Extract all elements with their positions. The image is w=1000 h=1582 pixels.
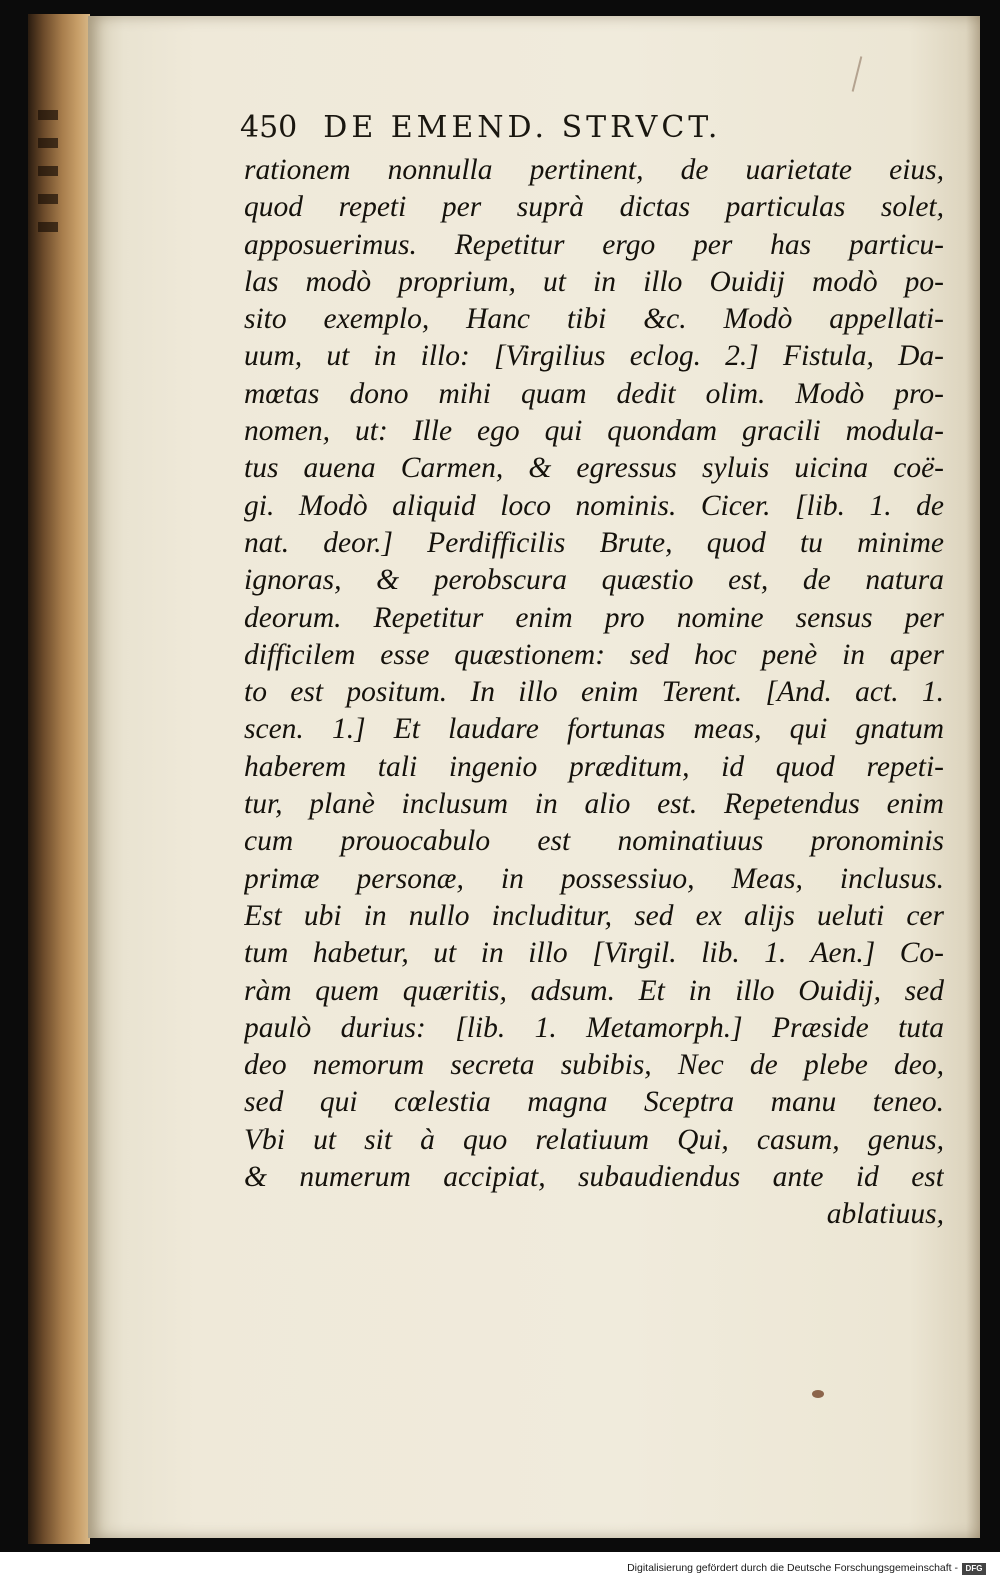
running-header — [240, 110, 721, 145]
text-line: ràm quem quæritis, adsum. Et in illo Ouidij, sed — [244, 974, 944, 1007]
text-line: ignoras, & perobscura quæstio est, de natura — [244, 564, 944, 597]
text-line: paulò durius: [lib. 1. Metamorph.] Præside tuta — [244, 1011, 944, 1044]
body-text — [244, 152, 944, 1234]
text-line: sito exemplo, Hanc tibi &c. Modò appellati- — [244, 303, 944, 336]
text-line: uum, ut in illo: [Virgilius eclog. 2.] Fistula, Da- — [244, 340, 944, 373]
text-line: gi. Modò aliquid loco nominis. Cicer. [lib. 1. de — [244, 489, 944, 522]
text-line: to est positum. In illo enim Terent. [And. act. 1. — [244, 676, 944, 709]
running-head-title: DE EMEND. STRVCT. — [323, 110, 722, 145]
page-number: 450 — [240, 110, 298, 145]
text-line: nat. deor.] Perdifficilis Brute, quod tu minime — [244, 526, 944, 559]
text-line: cum prouocabulo est nominatiuus pronominis — [244, 825, 944, 858]
text-line: nomen, ut: Ille ego qui quondam gracili modula- — [244, 415, 944, 448]
text-line: & numerum accipiat, subaudiendus ante id est — [244, 1161, 944, 1194]
text-line: quod repeti per suprà dictas particulas solet, — [244, 191, 944, 224]
text-line: tur, planè inclusum in alio est. Repetendus enim — [244, 788, 944, 821]
dfg-logo: DFG — [962, 1563, 986, 1575]
text-line: difficilem esse quæstionem: sed hoc penè in aper — [244, 638, 944, 671]
digitization-credit: Digitalisierung gefördert durch die Deutsche Forschungsgemeinschaft - — [627, 1562, 958, 1574]
text-line: deorum. Repetitur enim pro nomine sensus per — [244, 601, 944, 634]
text-line: sed qui cœlestia magna Sceptra manu teneo. — [244, 1086, 944, 1119]
text-line: primæ personæ, in possessiuo, Meas, inclusus. — [244, 862, 944, 895]
text-line: scen. 1.] Et laudare fortunas meas, qui gnatum — [244, 713, 944, 746]
text-line: las modò proprium, ut in illo Ouidij modò po- — [244, 265, 944, 298]
page-edge — [966, 16, 980, 1538]
text-line: rationem nonnulla pertinent, de uarietate eius, — [244, 154, 944, 186]
text-line: Est ubi in nullo includitur, sed ex alijs ueluti cer — [244, 899, 944, 932]
ink-blot — [812, 1390, 824, 1398]
text-line: apposuerimus. Repetitur ergo per has particu- — [244, 228, 944, 261]
catchword: ablatiuus, — [826, 1198, 944, 1231]
text-line: haberem tali ingenio præditum, id quod repeti- — [244, 750, 944, 783]
text-line: deo nemorum secreta subibis, Nec de plebe deo, — [244, 1049, 944, 1082]
text-line: mœtas dono mihi quam dedit olim. Modò pro- — [244, 377, 944, 410]
footer-bar — [0, 1552, 1000, 1582]
text-line: Vbi ut sit à quo relatiuum Qui, casum, genus, — [244, 1123, 944, 1156]
text-line: tus auena Carmen, & egressus syluis uicina coë- — [244, 452, 944, 485]
text-line: tum habetur, ut in illo [Virgil. lib. 1. Aen.] Co- — [244, 937, 944, 970]
spine-marks — [38, 110, 58, 250]
